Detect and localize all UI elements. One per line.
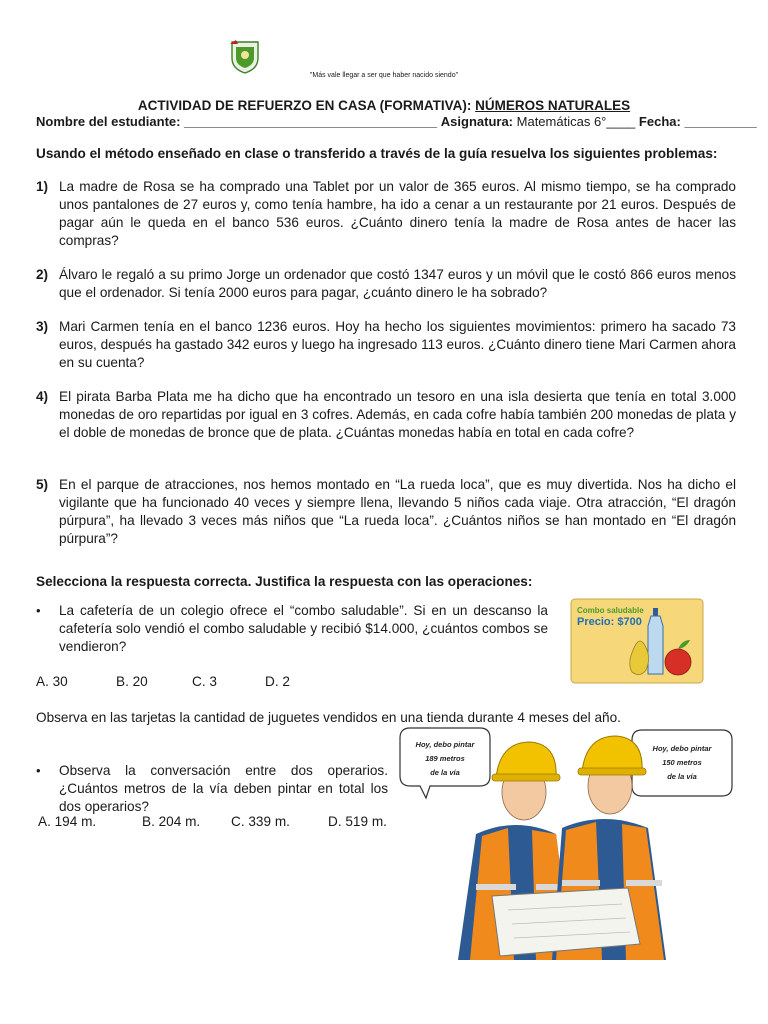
question-workers <box>36 762 388 816</box>
subject-label: Asignatura: <box>440 114 514 129</box>
blueprint-plans <box>492 888 640 956</box>
problem-text: En el parque de atracciones, nos hemos montado en “La rueda loca”, que es muy divertida. Nos ha dicho el vigilante que ha funcionado 40 veces y siempre llena, llevando 5 niños cada viaje. Otra atracción, “El dragón púrpura”, ha llevado 3 veces más niños que “La rueda loca”. ¿Cuántos niños se han montado en “El dragón púrpura”? <box>59 477 736 546</box>
speech-bubble-left <box>400 728 490 798</box>
water-bottle-icon <box>648 608 663 674</box>
option-b[interactable]: B. 204 m. <box>142 814 201 829</box>
title-topic: NÚMEROS NATURALES <box>475 98 631 113</box>
problem-text: El pirata Barba Plata me ha dicho que ha encontrado un tesoro en una isla desierta que tenía en total 3.000 monedas de oro repartidas por igual en 3 cofres. Además, en cada cofre había también 200 monedas de plata y el doble de monedas de bronce que de plata. ¿Cuántas monedas había en total en cada cofre? <box>59 389 736 440</box>
problem-4 <box>36 388 736 442</box>
problem-2 <box>36 266 736 302</box>
student-info-line <box>36 114 757 129</box>
question-combo <box>36 602 548 656</box>
problem-1 <box>36 178 736 250</box>
option-c[interactable]: C. 339 m. <box>231 814 290 829</box>
problem-number: 3) <box>36 319 49 334</box>
problem-number: 4) <box>36 389 49 404</box>
problem-number: 5) <box>36 477 49 492</box>
option-c[interactable]: C. 3 <box>192 674 217 689</box>
option-a[interactable]: A. 30 <box>36 674 68 689</box>
problem-3 <box>36 318 736 372</box>
combo-options <box>36 674 290 689</box>
bubble-right-line-2: 150 metros <box>662 758 702 767</box>
subject-value: Matemáticas 6°____ <box>516 114 636 129</box>
card-label: Combo saludable <box>577 606 644 615</box>
student-name-blank[interactable]: ___________________________________ <box>184 114 438 129</box>
option-a[interactable]: A. 194 m. <box>38 814 97 829</box>
bubble-left-line-2: 189 metros <box>425 754 465 763</box>
question-text: Observa la conversación entre dos operarios. ¿Cuántos metros de la vía deben pintar en total los dos operarios? <box>59 763 388 814</box>
date-blank[interactable]: __________ <box>684 114 757 129</box>
problem-text: Álvaro le regaló a su primo Jorge un ordenador que costó 1347 euros y un móvil que le costó 866 euros menos que el ordenador. Si tenía 2000 euros para pagar, ¿cuánto dinero le ha sobrado? <box>59 267 736 300</box>
workers-illustration <box>396 724 736 960</box>
option-d[interactable]: D. 2 <box>265 674 290 689</box>
student-name-label: Nombre del estudiante: <box>36 114 181 129</box>
school-motto: "Más vale llegar a ser que haber nacido siendo" <box>309 72 459 79</box>
problem-5 <box>36 476 736 548</box>
bubble-left-line-1: Hoy, debo pintar <box>415 740 475 749</box>
observe-cards-text: Observa en las tarjetas la cantidad de juguetes vendidos en una tienda durante 4 meses del año. <box>36 710 621 725</box>
problem-number: 1) <box>36 179 49 194</box>
bullet: • <box>36 603 41 618</box>
bubble-left-line-3: de la vía <box>430 768 460 777</box>
workers-options <box>38 814 387 829</box>
page-title <box>0 98 768 113</box>
school-logo <box>228 38 262 74</box>
instructions: Usando el método enseñado en clase o transferido a través de la guía resuelva los siguientes problemas: <box>36 146 718 161</box>
section-2-title: Selecciona la respuesta correcta. Justifica la respuesta con las operaciones: <box>36 574 533 589</box>
question-text: La cafetería de un colegio ofrece el “combo saludable”. Si en un descanso la cafetería solo vendió el combo saludable y recibió $14.000, ¿cuántos combos se vendieron? <box>59 603 548 654</box>
title-prefix: ACTIVIDAD DE REFUERZO EN CASA (FORMATIVA): <box>137 98 476 113</box>
bullet: • <box>36 763 41 778</box>
problem-text: Mari Carmen tenía en el banco 1236 euros. Hoy ha hecho los siguientes movimientos: primero ha sacado 73 euros, después ha gastado 342 euros y luego ha ingresado 113 euros. ¿Cuánto dinero tiene Mari Carmen ahora en su cuenta? <box>59 319 736 370</box>
problem-text: La madre de Rosa se ha comprado una Tablet por un valor de 365 euros. Al mismo tiempo, se ha comprado unos pantalones de 27 euros y, como tenía hambre, ha ido a cenar a un restaurante por 21 euros. Después de pagar aún le queda en el banco 536 euros. ¿Cuánto dinero tenía la madre de Rosa antes de hacer las compras? <box>59 179 736 248</box>
problem-number: 2) <box>36 267 49 282</box>
date-label: Fecha: <box>638 114 681 129</box>
combo-card-illustration <box>570 598 704 684</box>
option-b[interactable]: B. 20 <box>116 674 148 689</box>
card-price: Precio: $700 <box>577 616 642 628</box>
option-d[interactable]: D. 519 m. <box>328 814 387 829</box>
bubble-right-line-3: de la vía <box>667 772 697 781</box>
bubble-right-line-1: Hoy, debo pintar <box>652 744 712 753</box>
